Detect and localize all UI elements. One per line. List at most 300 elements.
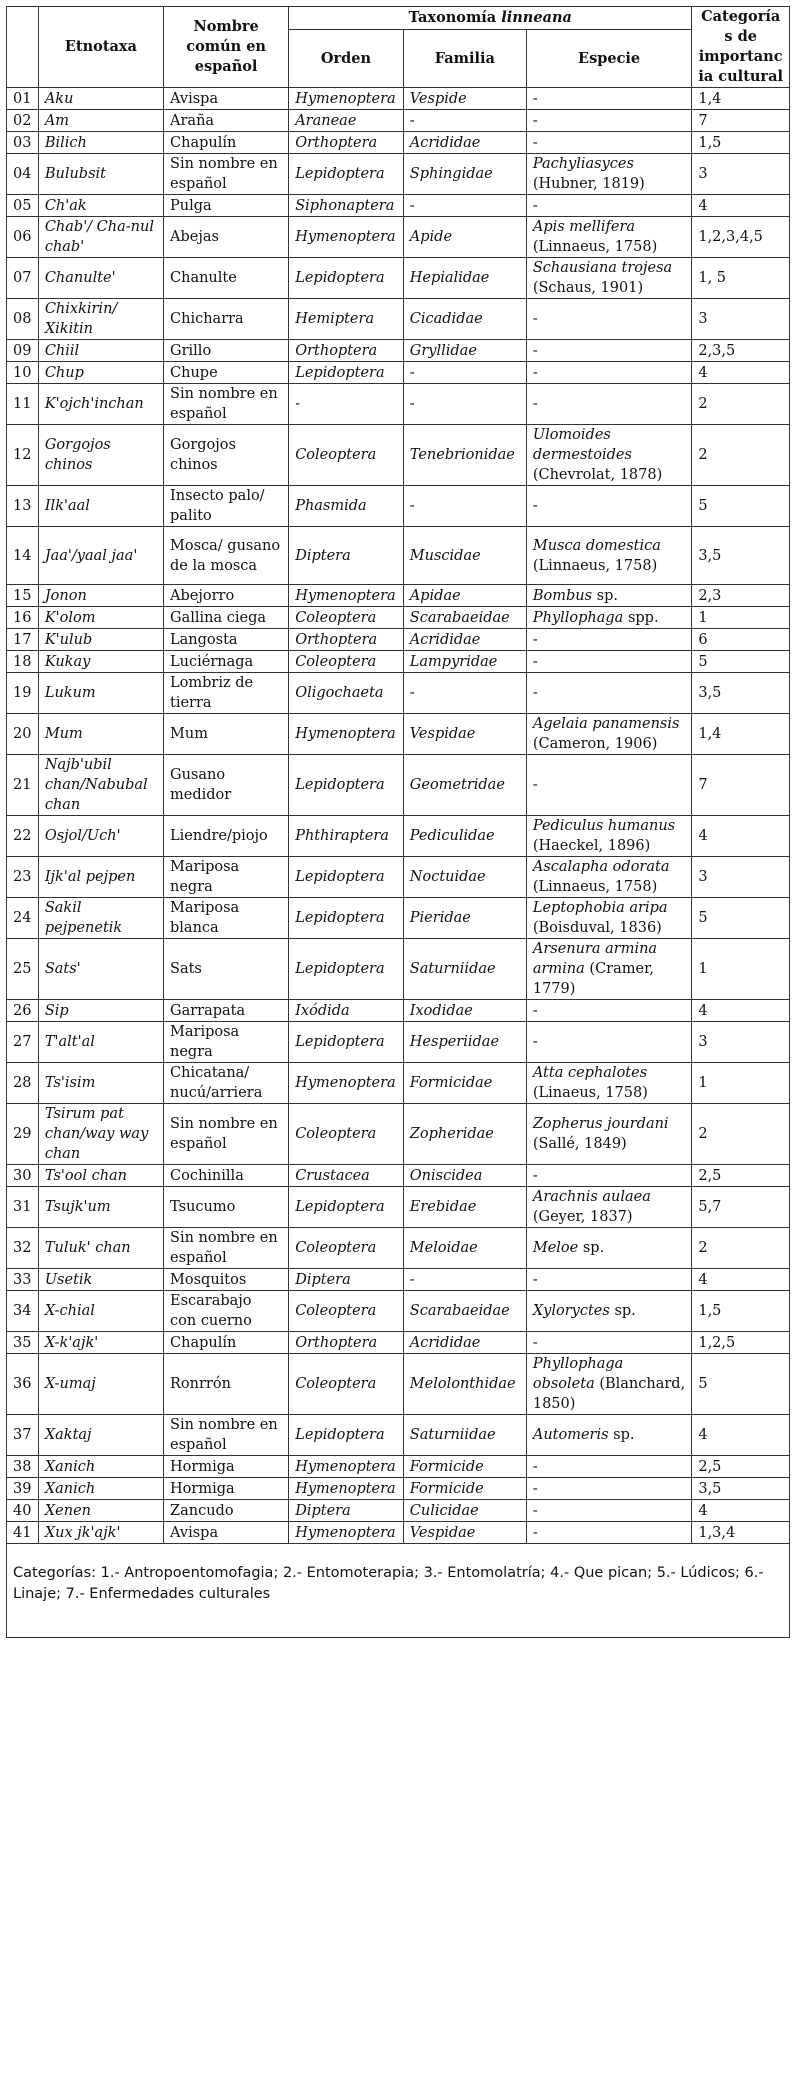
species-author: (Hubner, 1819): [532, 176, 645, 192]
cell-categories: 7: [692, 110, 790, 132]
cell-etnotaxa: Tsirum pat chan/way way chan: [38, 1104, 163, 1165]
cell-common-name: Chanulte: [164, 258, 289, 299]
cell-family: -: [403, 195, 526, 217]
table-row: [7, 1104, 790, 1165]
cell-species: [526, 1522, 692, 1544]
cell-common-name: Zancudo: [164, 1500, 289, 1522]
cell-number: 05: [7, 195, 39, 217]
cell-number: 25: [7, 939, 39, 1000]
cell-common-name: Escarabajo con cuerno: [164, 1291, 289, 1332]
cell-common-name: Sin nombre en español: [164, 384, 289, 425]
cell-number: 12: [7, 425, 39, 486]
cell-family: -: [403, 673, 526, 714]
categories-legend: Categorías: 1.- Antropoentomofagia; 2.- Entomoterapia; 3.- Entomolatría; 4.- Que pican; 5.- Lúdicos; 6.- Linaje; 7.- Enfermedades culturales: [6, 1544, 790, 1638]
cell-number: 06: [7, 217, 39, 258]
cell-order: -: [289, 384, 404, 425]
species-name: Bombus: [532, 587, 593, 604]
cell-common-name: Araña: [164, 110, 289, 132]
table-row: [7, 1165, 790, 1187]
cell-etnotaxa: Tuluk' chan: [38, 1228, 163, 1269]
cell-categories: 2,3,5: [692, 340, 790, 362]
cell-species: [526, 1332, 692, 1354]
species-author: (Haeckel, 1896): [532, 838, 651, 854]
species-name: Atta cephalotes: [532, 1065, 648, 1081]
cell-common-name: Luciérnaga: [164, 651, 289, 673]
cell-common-name: Chapulín: [164, 132, 289, 154]
cell-number: 26: [7, 1000, 39, 1022]
cell-order: Orthoptera: [289, 629, 404, 651]
cell-categories: 7: [692, 755, 790, 816]
species-author: spp.: [627, 609, 659, 626]
cell-species: [526, 1456, 692, 1478]
table-row: [7, 816, 790, 857]
cell-etnotaxa: Xaktaj: [38, 1415, 163, 1456]
cell-species: [526, 1187, 692, 1228]
cell-number: 38: [7, 1456, 39, 1478]
species-name: -: [532, 1271, 538, 1288]
cell-etnotaxa: Xanich: [38, 1456, 163, 1478]
species-author: sp.: [614, 1303, 636, 1319]
table-row: [7, 1354, 790, 1415]
cell-species: [526, 299, 692, 340]
cell-family: Pediculidae: [403, 816, 526, 857]
species-name: -: [532, 112, 538, 129]
cell-number: 04: [7, 154, 39, 195]
cell-categories: 1,3,4: [692, 1522, 790, 1544]
cell-common-name: Chapulín: [164, 1332, 289, 1354]
species-name: Arsenura armina armina: [532, 941, 658, 977]
cell-order: Hymenoptera: [289, 585, 404, 607]
cell-common-name: Avispa: [164, 1522, 289, 1544]
species-author: (Linnaeus, 1758): [532, 557, 658, 574]
cell-categories: 2: [692, 1104, 790, 1165]
cell-common-name: Chicharra: [164, 299, 289, 340]
cell-categories: 5: [692, 1354, 790, 1415]
cell-common-name: Lombriz de tierra: [164, 673, 289, 714]
cell-common-name: Gallina ciega: [164, 607, 289, 629]
cell-species: [526, 1269, 692, 1291]
cell-etnotaxa: Osjol/Uch': [38, 816, 163, 857]
species-name: -: [532, 685, 538, 701]
table-row: [7, 629, 790, 651]
species-author: (Blanchard, 1850): [532, 1376, 686, 1412]
cell-etnotaxa: Chup: [38, 362, 163, 384]
cell-common-name: Mum: [164, 714, 289, 755]
cell-number: 08: [7, 299, 39, 340]
table-row: [7, 1456, 790, 1478]
cell-common-name: Sats: [164, 939, 289, 1000]
cell-common-name: Gusano medidor: [164, 755, 289, 816]
cell-family: Hesperiidae: [403, 1022, 526, 1063]
cell-species: [526, 384, 692, 425]
table-row: [7, 1522, 790, 1544]
species-author: sp.: [613, 1427, 635, 1443]
table-row: [7, 258, 790, 299]
cell-categories: 5,7: [692, 1187, 790, 1228]
table-row: [7, 939, 790, 1000]
cell-number: 22: [7, 816, 39, 857]
table-row: [7, 1415, 790, 1456]
cell-etnotaxa: Sats': [38, 939, 163, 1000]
cell-categories: 3,5: [692, 673, 790, 714]
species-name: Ulomoides dermestoides: [532, 427, 632, 463]
cell-family: Vespidae: [403, 714, 526, 755]
table-row: [7, 1500, 790, 1522]
cell-common-name: Grillo: [164, 340, 289, 362]
cell-number: 17: [7, 629, 39, 651]
header-taxonomy: [289, 7, 692, 30]
cell-etnotaxa: Usetik: [38, 1269, 163, 1291]
header-taxonomy-prefix: Taxonomía: [408, 9, 502, 27]
cell-categories: 3,5: [692, 527, 790, 585]
cell-species: [526, 362, 692, 384]
table-row: [7, 195, 790, 217]
table-row: [7, 651, 790, 673]
cell-family: Scarabaeidae: [403, 607, 526, 629]
cell-order: Diptera: [289, 1500, 404, 1522]
table-row: [7, 110, 790, 132]
cell-common-name: Abejorro: [164, 585, 289, 607]
table-row: [7, 1332, 790, 1354]
cell-number: 18: [7, 651, 39, 673]
header-common-name: Nombre común en español: [164, 7, 289, 88]
cell-species: [526, 1500, 692, 1522]
table-body: [7, 88, 790, 1544]
cell-number: 19: [7, 673, 39, 714]
cell-etnotaxa: Tsujk'um: [38, 1187, 163, 1228]
cell-number: 02: [7, 110, 39, 132]
species-name: Zopherus jourdani: [532, 1116, 669, 1132]
species-name: -: [532, 1524, 538, 1541]
cell-categories: 3: [692, 154, 790, 195]
cell-number: 13: [7, 486, 39, 527]
cell-family: Sphingidae: [403, 154, 526, 195]
cell-order: Diptera: [289, 1269, 404, 1291]
table-row: [7, 486, 790, 527]
species-name: -: [532, 311, 538, 327]
cell-order: Diptera: [289, 527, 404, 585]
cell-categories: 1,5: [692, 1291, 790, 1332]
table-row: [7, 1228, 790, 1269]
cell-etnotaxa: Ts'isim: [38, 1063, 163, 1104]
species-name: -: [532, 364, 538, 381]
cell-family: Saturniidae: [403, 939, 526, 1000]
cell-categories: 1: [692, 1063, 790, 1104]
cell-etnotaxa: Mum: [38, 714, 163, 755]
cell-order: Hymenoptera: [289, 1522, 404, 1544]
species-name: Pediculus humanus: [532, 818, 676, 834]
cell-categories: 2,5: [692, 1165, 790, 1187]
cell-order: Hymenoptera: [289, 1063, 404, 1104]
cell-etnotaxa: K'ulub: [38, 629, 163, 651]
species-name: -: [532, 1002, 538, 1019]
species-name: -: [532, 631, 538, 648]
cell-family: Vespide: [403, 88, 526, 110]
cell-family: Acrididae: [403, 629, 526, 651]
cell-number: 03: [7, 132, 39, 154]
cell-number: 24: [7, 898, 39, 939]
cell-common-name: Mariposa negra: [164, 1022, 289, 1063]
cell-categories: 6: [692, 629, 790, 651]
cell-species: [526, 195, 692, 217]
cell-order: Crustacea: [289, 1165, 404, 1187]
cell-species: [526, 1415, 692, 1456]
cell-common-name: Tsucumo: [164, 1187, 289, 1228]
table-header: [7, 7, 790, 88]
cell-number: 07: [7, 258, 39, 299]
cell-categories: 2,3: [692, 585, 790, 607]
cell-etnotaxa: Aku: [38, 88, 163, 110]
cell-etnotaxa: Ts'ool chan: [38, 1165, 163, 1187]
cell-common-name: Ronrrón: [164, 1354, 289, 1415]
cell-number: 37: [7, 1415, 39, 1456]
cell-order: Hymenoptera: [289, 1478, 404, 1500]
cell-order: Lepidoptera: [289, 362, 404, 384]
cell-etnotaxa: X-k'ajk': [38, 1332, 163, 1354]
cell-family: Pieridae: [403, 898, 526, 939]
header-order: Orden: [289, 30, 404, 88]
cell-species: [526, 1228, 692, 1269]
table-row: [7, 384, 790, 425]
cell-categories: 3: [692, 857, 790, 898]
cell-family: Oniscidea: [403, 1165, 526, 1187]
cell-family: -: [403, 110, 526, 132]
header-number: [7, 7, 39, 88]
cell-etnotaxa: Xanich: [38, 1478, 163, 1500]
cell-etnotaxa: Bulubsit: [38, 154, 163, 195]
cell-family: Scarabaeidae: [403, 1291, 526, 1332]
cell-species: [526, 1165, 692, 1187]
cell-species: [526, 673, 692, 714]
cell-family: Lampyridae: [403, 651, 526, 673]
cell-number: 23: [7, 857, 39, 898]
cell-etnotaxa: Kukay: [38, 651, 163, 673]
cell-common-name: Abejas: [164, 217, 289, 258]
cell-family: Zopheridae: [403, 1104, 526, 1165]
table-row: [7, 585, 790, 607]
cell-number: 14: [7, 527, 39, 585]
header-taxonomy-italic: linneana: [501, 9, 572, 27]
cell-categories: 1,2,5: [692, 1332, 790, 1354]
species-name: -: [532, 777, 538, 793]
cell-etnotaxa: K'olom: [38, 607, 163, 629]
table-row: [7, 1291, 790, 1332]
cell-species: [526, 1022, 692, 1063]
cell-family: -: [403, 1269, 526, 1291]
species-name: Apis mellifera: [532, 219, 636, 235]
cell-common-name: Pulga: [164, 195, 289, 217]
cell-etnotaxa: Xenen: [38, 1500, 163, 1522]
cell-number: 39: [7, 1478, 39, 1500]
cell-number: 10: [7, 362, 39, 384]
cell-order: Coleoptera: [289, 425, 404, 486]
cell-categories: 3: [692, 299, 790, 340]
species-name: Musca domestica: [532, 537, 661, 554]
cell-species: [526, 154, 692, 195]
species-name: -: [532, 498, 538, 514]
cell-number: 20: [7, 714, 39, 755]
cell-species: [526, 132, 692, 154]
cell-species: [526, 857, 692, 898]
table-row: [7, 340, 790, 362]
cell-categories: 4: [692, 1269, 790, 1291]
cell-family: Acrididae: [403, 132, 526, 154]
species-name: Meloe: [532, 1240, 579, 1256]
cell-common-name: Sin nombre en español: [164, 154, 289, 195]
cell-etnotaxa: T'alt'al: [38, 1022, 163, 1063]
cell-species: [526, 816, 692, 857]
cell-family: Erebidae: [403, 1187, 526, 1228]
cell-etnotaxa: Gorgojos chinos: [38, 425, 163, 486]
cell-order: Lepidoptera: [289, 939, 404, 1000]
species-author: (Chevrolat, 1878): [532, 467, 663, 483]
cell-species: [526, 651, 692, 673]
cell-order: Oligochaeta: [289, 673, 404, 714]
cell-order: Araneae: [289, 110, 404, 132]
cell-common-name: Liendre/piojo: [164, 816, 289, 857]
cell-categories: 4: [692, 816, 790, 857]
cell-order: Orthoptera: [289, 1332, 404, 1354]
cell-categories: 2: [692, 425, 790, 486]
cell-categories: 2,5: [692, 1456, 790, 1478]
species-author: (Boisduval, 1836): [532, 920, 662, 936]
cell-number: 30: [7, 1165, 39, 1187]
table-row: [7, 1187, 790, 1228]
header-categories: Categorías de importancia cultural: [692, 7, 790, 88]
cell-family: Formicide: [403, 1478, 526, 1500]
cell-common-name: Mosca/ gusano de la mosca: [164, 527, 289, 585]
cell-family: -: [403, 362, 526, 384]
cell-family: Gryllidae: [403, 340, 526, 362]
cell-etnotaxa: Chiil: [38, 340, 163, 362]
cell-species: [526, 755, 692, 816]
cell-species: [526, 714, 692, 755]
species-author: (Sallé, 1849): [532, 1136, 627, 1152]
cell-categories: 4: [692, 1415, 790, 1456]
species-name: -: [532, 90, 538, 107]
cell-family: Cicadidae: [403, 299, 526, 340]
species-author: (Linnaeus, 1758): [532, 879, 658, 895]
cell-categories: 1, 5: [692, 258, 790, 299]
table-row: [7, 154, 790, 195]
table-row: [7, 857, 790, 898]
cell-family: Vespidae: [403, 1522, 526, 1544]
cell-number: 11: [7, 384, 39, 425]
cell-categories: 2: [692, 1228, 790, 1269]
table-row: [7, 88, 790, 110]
cell-categories: 1: [692, 607, 790, 629]
table-row: [7, 898, 790, 939]
cell-etnotaxa: X-umaj: [38, 1354, 163, 1415]
cell-species: [526, 585, 692, 607]
cell-etnotaxa: Sip: [38, 1000, 163, 1022]
cell-species: [526, 1291, 692, 1332]
cell-categories: 4: [692, 1000, 790, 1022]
cell-etnotaxa: K'ojch'inchan: [38, 384, 163, 425]
cell-order: Coleoptera: [289, 651, 404, 673]
cell-number: 33: [7, 1269, 39, 1291]
species-name: Pachyliasyces: [532, 156, 634, 172]
cell-order: Lepidoptera: [289, 1022, 404, 1063]
cell-common-name: Langosta: [164, 629, 289, 651]
cell-order: Hymenoptera: [289, 217, 404, 258]
cell-number: 36: [7, 1354, 39, 1415]
table-row: [7, 607, 790, 629]
cell-species: [526, 1000, 692, 1022]
cell-categories: 4: [692, 1500, 790, 1522]
cell-order: Siphonaptera: [289, 195, 404, 217]
cell-order: Orthoptera: [289, 340, 404, 362]
cell-common-name: Hormiga: [164, 1456, 289, 1478]
cell-number: 16: [7, 607, 39, 629]
cell-order: Lepidoptera: [289, 154, 404, 195]
cell-common-name: Chupe: [164, 362, 289, 384]
header-etnotaxa: Etnotaxa: [38, 7, 163, 88]
cell-categories: 1,4: [692, 88, 790, 110]
cell-categories: 5: [692, 651, 790, 673]
species-name: -: [532, 396, 538, 412]
cell-categories: 1,4: [692, 714, 790, 755]
cell-common-name: Insecto palo/ palito: [164, 486, 289, 527]
cell-etnotaxa: Am: [38, 110, 163, 132]
cell-order: Phasmida: [289, 486, 404, 527]
cell-categories: 4: [692, 362, 790, 384]
cell-order: Coleoptera: [289, 607, 404, 629]
cell-species: [526, 88, 692, 110]
species-author: (Schaus, 1901): [532, 280, 644, 296]
cell-common-name: Hormiga: [164, 1478, 289, 1500]
cell-etnotaxa: Xux jk'ajk': [38, 1522, 163, 1544]
table-row: [7, 1478, 790, 1500]
cell-etnotaxa: Sakil pejpenetik: [38, 898, 163, 939]
cell-etnotaxa: Najb'ubil chan/Nabubal chan: [38, 755, 163, 816]
cell-categories: 1,2,3,4,5: [692, 217, 790, 258]
species-author: (Cramer, 1779): [532, 961, 655, 997]
species-name: Phyllophaga: [532, 609, 624, 626]
cell-common-name: Sin nombre en español: [164, 1104, 289, 1165]
header-family: Familia: [403, 30, 526, 88]
header-species: Especie: [526, 30, 692, 88]
cell-categories: 5: [692, 486, 790, 527]
cell-family: Formicide: [403, 1456, 526, 1478]
cell-species: [526, 217, 692, 258]
cell-species: [526, 527, 692, 585]
species-name: Schausiana trojesa: [532, 260, 673, 276]
cell-order: Coleoptera: [289, 1291, 404, 1332]
cell-family: Tenebrionidae: [403, 425, 526, 486]
insect-taxonomy-table: [6, 6, 790, 1544]
cell-family: Formicidae: [403, 1063, 526, 1104]
cell-etnotaxa: Jaa'/yaal jaa': [38, 527, 163, 585]
cell-order: Coleoptera: [289, 1104, 404, 1165]
cell-family: Apide: [403, 217, 526, 258]
cell-family: -: [403, 486, 526, 527]
cell-order: Lepidoptera: [289, 1415, 404, 1456]
cell-order: Ixódida: [289, 1000, 404, 1022]
cell-family: Melolonthidae: [403, 1354, 526, 1415]
cell-etnotaxa: Ijk'al pejpen: [38, 857, 163, 898]
table-row: [7, 1000, 790, 1022]
cell-species: [526, 340, 692, 362]
species-name: Arachnis aulaea: [532, 1189, 651, 1205]
cell-family: Hepialidae: [403, 258, 526, 299]
table-row: [7, 299, 790, 340]
species-name: -: [532, 1480, 538, 1497]
cell-species: [526, 1354, 692, 1415]
species-name: -: [532, 1458, 538, 1475]
cell-family: Saturniidae: [403, 1415, 526, 1456]
species-name: Agelaia panamensis: [532, 716, 680, 732]
